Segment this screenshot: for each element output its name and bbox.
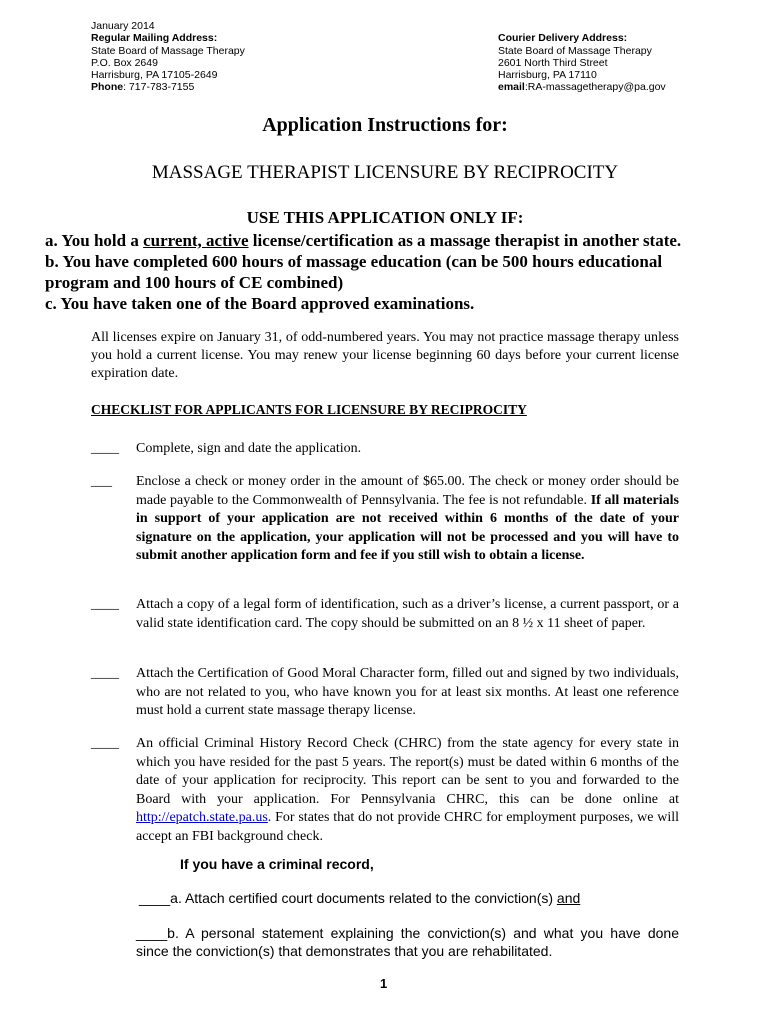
checklist-blank: ___	[91, 474, 112, 489]
checklist-blank: ____	[91, 666, 119, 681]
checklist-blank: ____	[136, 925, 168, 941]
checklist-blank: ____	[91, 597, 119, 612]
eligibility-conditions	[45, 230, 735, 314]
condition-b: b. You have completed 600 hours of massage education (can be 500 hours educational	[45, 252, 663, 271]
email-line	[498, 81, 666, 93]
checklist-item-text: An official Criminal History Record Check (CHRC) from the state agency for every state in which you have resided for the past 5 years. The report(s) must be dated within 6 months of the date of your application for reciprocity. This report can be sent to you and forwarded to the Board with your application. For Pennsylvania CHRC, this can be done online at http://epatch.state.pa.us. For states that do not provide CHRC for employment purposes, we will accept an FBI background check.	[136, 736, 679, 844]
checklist-heading: CHECKLIST FOR APPLICANTS FOR LICENSURE BY RECIPROCITY	[91, 402, 527, 417]
phone-value: : 717-783-7155	[123, 81, 195, 94]
checklist-item-text: Attach the Certification of Good Moral Character form, filled out and signed by two individuals, who are not related to you, who have known you for at least six months. At least one reference must hold a current state massage therapy license.	[136, 666, 679, 718]
condition-b-continued: program and 100 hours of CE combined)	[45, 273, 344, 292]
courier-address-block	[498, 20, 666, 94]
checklist-item	[91, 440, 679, 459]
mailing-address-block	[91, 20, 245, 94]
mailing-address-line: P.O. Box 2649	[91, 56, 158, 69]
page-subtitle: MASSAGE THERAPIST LICENSURE BY RECIPROCITY	[151, 162, 619, 183]
courier-address-heading: Courier Delivery Address:	[498, 32, 628, 45]
email-label: email	[498, 81, 525, 94]
checklist-blank: ____	[139, 890, 171, 906]
checklist-item-text: Complete, sign and date the application.	[136, 441, 362, 456]
epatch-link[interactable]: http://epatch.state.pa.us	[136, 810, 268, 825]
condition-c: c. You have taken one of the Board approved examinations.	[45, 294, 475, 313]
document-date: January 2014	[91, 20, 155, 32]
checklist-blank: ____	[91, 441, 119, 456]
condition-a: a. You hold a current, active license/certification as a massage therapist in another state.	[45, 231, 682, 250]
courier-address-line: State Board of Massage Therapy	[498, 44, 652, 57]
email-value: :RA-massagetherapy@pa.gov	[524, 81, 666, 94]
phone-label: Phone	[91, 81, 124, 94]
deadline-warning: If all materials in support of your application are not received within 6 months of the date of your signature on the application, your application will not be processed and you will have to submit another application form and fee if you still wish to obtain a license.	[136, 492, 679, 563]
mailing-address-line: Harrisburg, PA 17105-2649	[91, 69, 218, 82]
courier-address-line: Harrisburg, PA 17110	[498, 69, 597, 82]
checklist-item-text: Attach a copy of a legal form of identification, such as a driver’s license, a current passport, or a valid state identification card. The copy should be submitted on an 8 ½ x 11 sheet of paper.	[136, 597, 679, 631]
phone-line	[91, 81, 245, 93]
use-if-heading: USE THIS APPLICATION ONLY IF:	[246, 208, 524, 227]
criminal-item-a: ____a. Attach certified court documents related to the conviction(s) and	[139, 890, 581, 906]
checklist-item	[91, 596, 679, 633]
criminal-item-b: ____b. A personal statement explaining the conviction(s) and what you have done since the conviction(s) that demonstrates that you are rehabilitated.	[136, 925, 679, 959]
mailing-address-line: State Board of Massage Therapy	[91, 44, 245, 57]
mailing-address-heading: Regular Mailing Address:	[91, 32, 218, 45]
checklist-blank: ____	[91, 736, 119, 751]
page-title: Application Instructions for:	[262, 114, 508, 136]
license-expiry-paragraph: All licenses expire on January 31, of odd-numbered years. You may not practice massage therapy unless you hold a current license. You may renew your license beginning 60 days before your current license expiration date.	[91, 330, 679, 381]
checklist-item	[91, 665, 679, 721]
courier-address-line: 2601 North Third Street	[498, 56, 608, 69]
checklist-item	[91, 735, 679, 846]
checklist-item-text: Enclose a check or money order in the amount of $65.00. The check or money order should be made payable to the Commonwealth of Pennsylvania. The fee is not refundable. If all materials in support of your application are not received within 6 months of the date of your signature on the application, your application will not be processed and you will have to submit another application form and fee if you still wish to obtain a license.	[136, 474, 679, 563]
criminal-record-heading: If you have a criminal record,	[180, 856, 374, 872]
checklist-item	[91, 473, 679, 566]
page-number: 1	[380, 976, 388, 991]
